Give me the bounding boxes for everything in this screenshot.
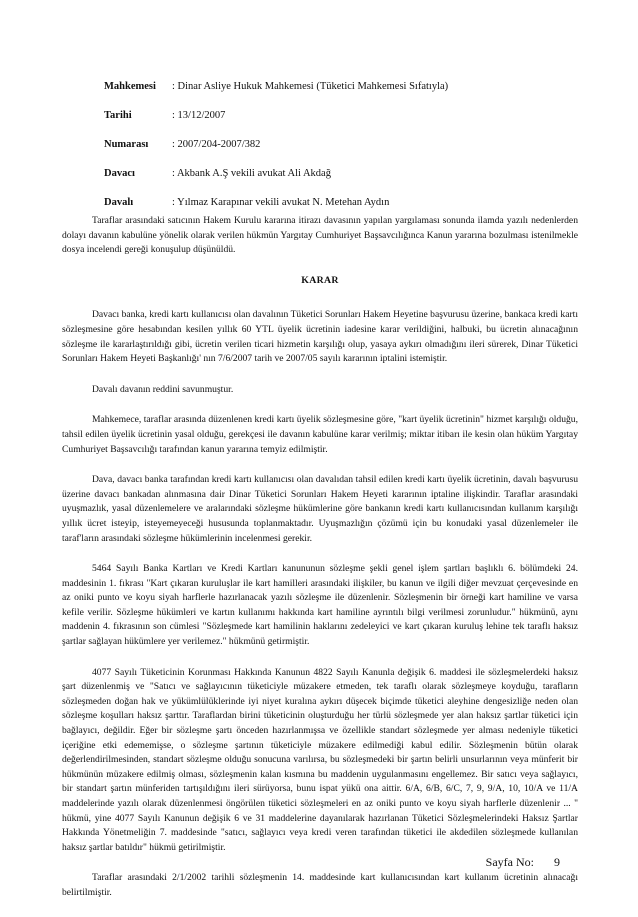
body-paragraph: Taraflar arasındaki 2/1/2002 tarihli sözleşmenin 14. maddesinde kart kullanıcısından kart kullanım ücretinin alınacağı belirtilmiştir. [62,872,578,898]
header-label: Numarası [104,139,149,150]
header-label: Tarihi [104,110,132,121]
header-label: Davalı [104,197,134,208]
header-value: : 13/12/2007 [172,110,226,121]
header-row-plaintiff [104,159,574,188]
header-value: : 2007/204-2007/382 [172,139,261,150]
decision-title: KARAR [301,274,339,286]
page-number-label: Sayfa No: [485,855,534,869]
header-row-defendant [104,188,574,217]
intro-paragraph: Taraflar arasındaki satıcının Hakem Kurulu kararına itirazı davasının yapılan yargılaması sonunda ilamda yazılı nedenlerden dolayı davanın kabulüne yönelik olarak verilen hükmün Yargıtay Cumhuriyet Başsavcılığınca Kanun yararına bozulması istenilmekle dosya incelendi gereği konuşulup düşünüldü. [62,215,578,256]
header-value: : Dinar Asliye Hukuk Mahkemesi (Tüketici Mahkemesi Sıfatıyla) [172,81,449,92]
page-number: 9 [554,855,560,869]
body-paragraph: Davalı davanın reddini savunmuştur. [92,383,234,395]
header-row-court [104,72,574,101]
header-value: : Yılmaz Karapınar vekili avukat N. Metehan Aydın [172,197,390,208]
header-row-date [104,101,574,130]
header-row-number [104,130,574,159]
body-paragraph: Davacı banka, kredi kartı kullanıcısı olan davalının Tüketici Sorunları Hakem Heyetine başvurusu üzerine, bankaca kredi kartı sözleşmesine göre hesabından kesilen yıllık 60 YTL üyelik ücretinin iadesine karar verildiğini, halbuki, bu ücretin alınacağının sözleşme ile kararlaştırıldığı gibi, ücretin verilen ticari hizmetin karşılığı olup, yasaya aykırı olmadığını ileri sürerek, Dinar Tüketici Sorunları Hakem Heyeti Başkanlığı' nın 7/6/2007 tarih ve 2007/05 sayılı kararının iptalini istemiştir. [62,309,579,365]
body-paragraph: Dava, davacı banka tarafından kredi kartı kullanıcısı olan davalıdan tahsil edilen kredi kartı üyelik ücretinin, davalı başvurusu üzerine davacı bankadan alınmasına dair Dinar Tüketici Sorunları Hakem Heyeti kararının iptaline ilişkindir. Taraflar arasındaki uyuşmazlık, yasal düzenlemelere ve aralarındaki sözleşme hükümlerine göre bankanın kredi kartı kullanıcısından kullanım karşılığı yıllık ücret isteyip, isteyemeyeceği hususunda toplanmaktadır. Uyuşmazlığın çözümü için bu konudaki yasal düzenlemeler ile taraf'ların arasındaki sözleşme hükümlerinin incelenmesi gerekir. [62,474,578,544]
header-label: Davacı [104,168,135,179]
page-footer [486,855,560,870]
header-value: : Akbank A.Ş vekili avukat Ali Akdağ [172,168,331,179]
body-paragraph: 5464 Sayılı Banka Kartları ve Kredi Kartları kanununun sözleşme şekli genel işlem şartları başlıklı 6. bölümdeki 24. maddesinin 1. fıkrası "Kart çıkaran kuruluşlar ile kart hamilleri arasındaki ilişkiler, bu kanun ve ilgili diğer mevzuat çerçevesinde en az oniki punto ve koyu siyah harflerle hazırlanacak yazılı sözleşme ile düzenlenir. Sözleşmenin bir örneği kart hamiline ve varsa kefile verilir. Sözleşme hükümleri ve kartın kullanımı hakkında kart hamiline ayrıntılı bilgi verilmesi zorunludur." hükmünü, aynı maddenin 4. fıkrasının son cümlesi "Sözleşmede kart hamilinin haklarını zedeleyici ve kart çıkaran kuruluş lehine tek taraflı haksız şartlar sağlayan hükümlere yer verilemez." hükmünü getirmiştir. [62,563,578,648]
body-paragraph: 4077 Sayılı Tüketicinin Korunması Hakkında Kanunun 4822 Sayılı Kanunla değişik 6. maddesi ile sözleşmelerdeki haksız şart düzenlenmiş ve "Satıcı ve sağlayıcının tüketiciyle müzakere etmeden, tek taraflı olarak sözleşmeye koyduğu, tarafların sözleşmeden doğan hak ve yükümlülüklerinde iyi niyet kuralına aykırı düşecek biçimde tüketici aleyhine dengesizliğe neden olan sözleşme koşulları haksız şarttır. Taraflardan birini tüketicinin oluşturduğu her türlü sözleşmede yer alan haksız şartlar tüketici için bağlayıcı, değildir. Eğer bir sözleşme şartı önceden hazırlanmışsa ve özellikle standart sözleşmede yer alması nedeniyle tüketici içeriğine etki edememişse, o sözleşme şartının tüketiciyle müzakere edilmediği kabul edilir. Sözleşmenin bütün olarak değerlendirilmesinden, standart sözleşme olduğu sonucuna varılırsa, bu sözleşmedeki bir şartın belirli unsurlarının veya münferit bir hükmünün müzakere edilmiş olması, sözleşmenin kalan kısmına bu maddenin uygulanmasını engellemez. Bir satıcı veya sağlayıcı, bir standart şartın münferiden tartışıldığını ileri sürüyorsa, bunu ispat yükü ona aittir. 6/A, 6/B, 6/C, 7, 9, 9/A, 10, 10/A ve 11/A maddelerinde yazılı olarak düzenlenmesi öngörülen tüketici sözleşmeleri en az oniki punto ve koyu siyah harflerle düzenlenir ... " hükmü, yine 4077 Sayılı Kanunun değişik 6 ve 31 maddelerine dayanılarak hazırlanan Tüketici Sözleşmelerindeki Haksız Şartlar Hakkında Yönetmeliğin 7. maddesinde "satıcı, sağlayıcı veya kredi veren tarafından tüketici ile akdedilen sözleşmede kullanılan haksız şartlar batıldır" hükmü getirilmiştir. [62,666,578,853]
header-label: Mahkemesi [104,81,156,92]
case-header [104,72,574,217]
body-paragraph: Mahkemece, taraflar arasında düzenlenen kredi kartı üyelik sözleşmesine göre, "kart üyelik ücretinin" hizmet karşılığı olduğu, tahsil edilen üyelik ücretinin yasal olduğu, gerekçesi ile davanın kabulüne karar verilmiş; miktar itibarı ile kesin olan hüküm Yargıtay Cumhuriyet Başsavcılığı tarafından kanun yararına temyiz edilmiştir. [62,414,578,455]
document-body [62,214,578,917]
